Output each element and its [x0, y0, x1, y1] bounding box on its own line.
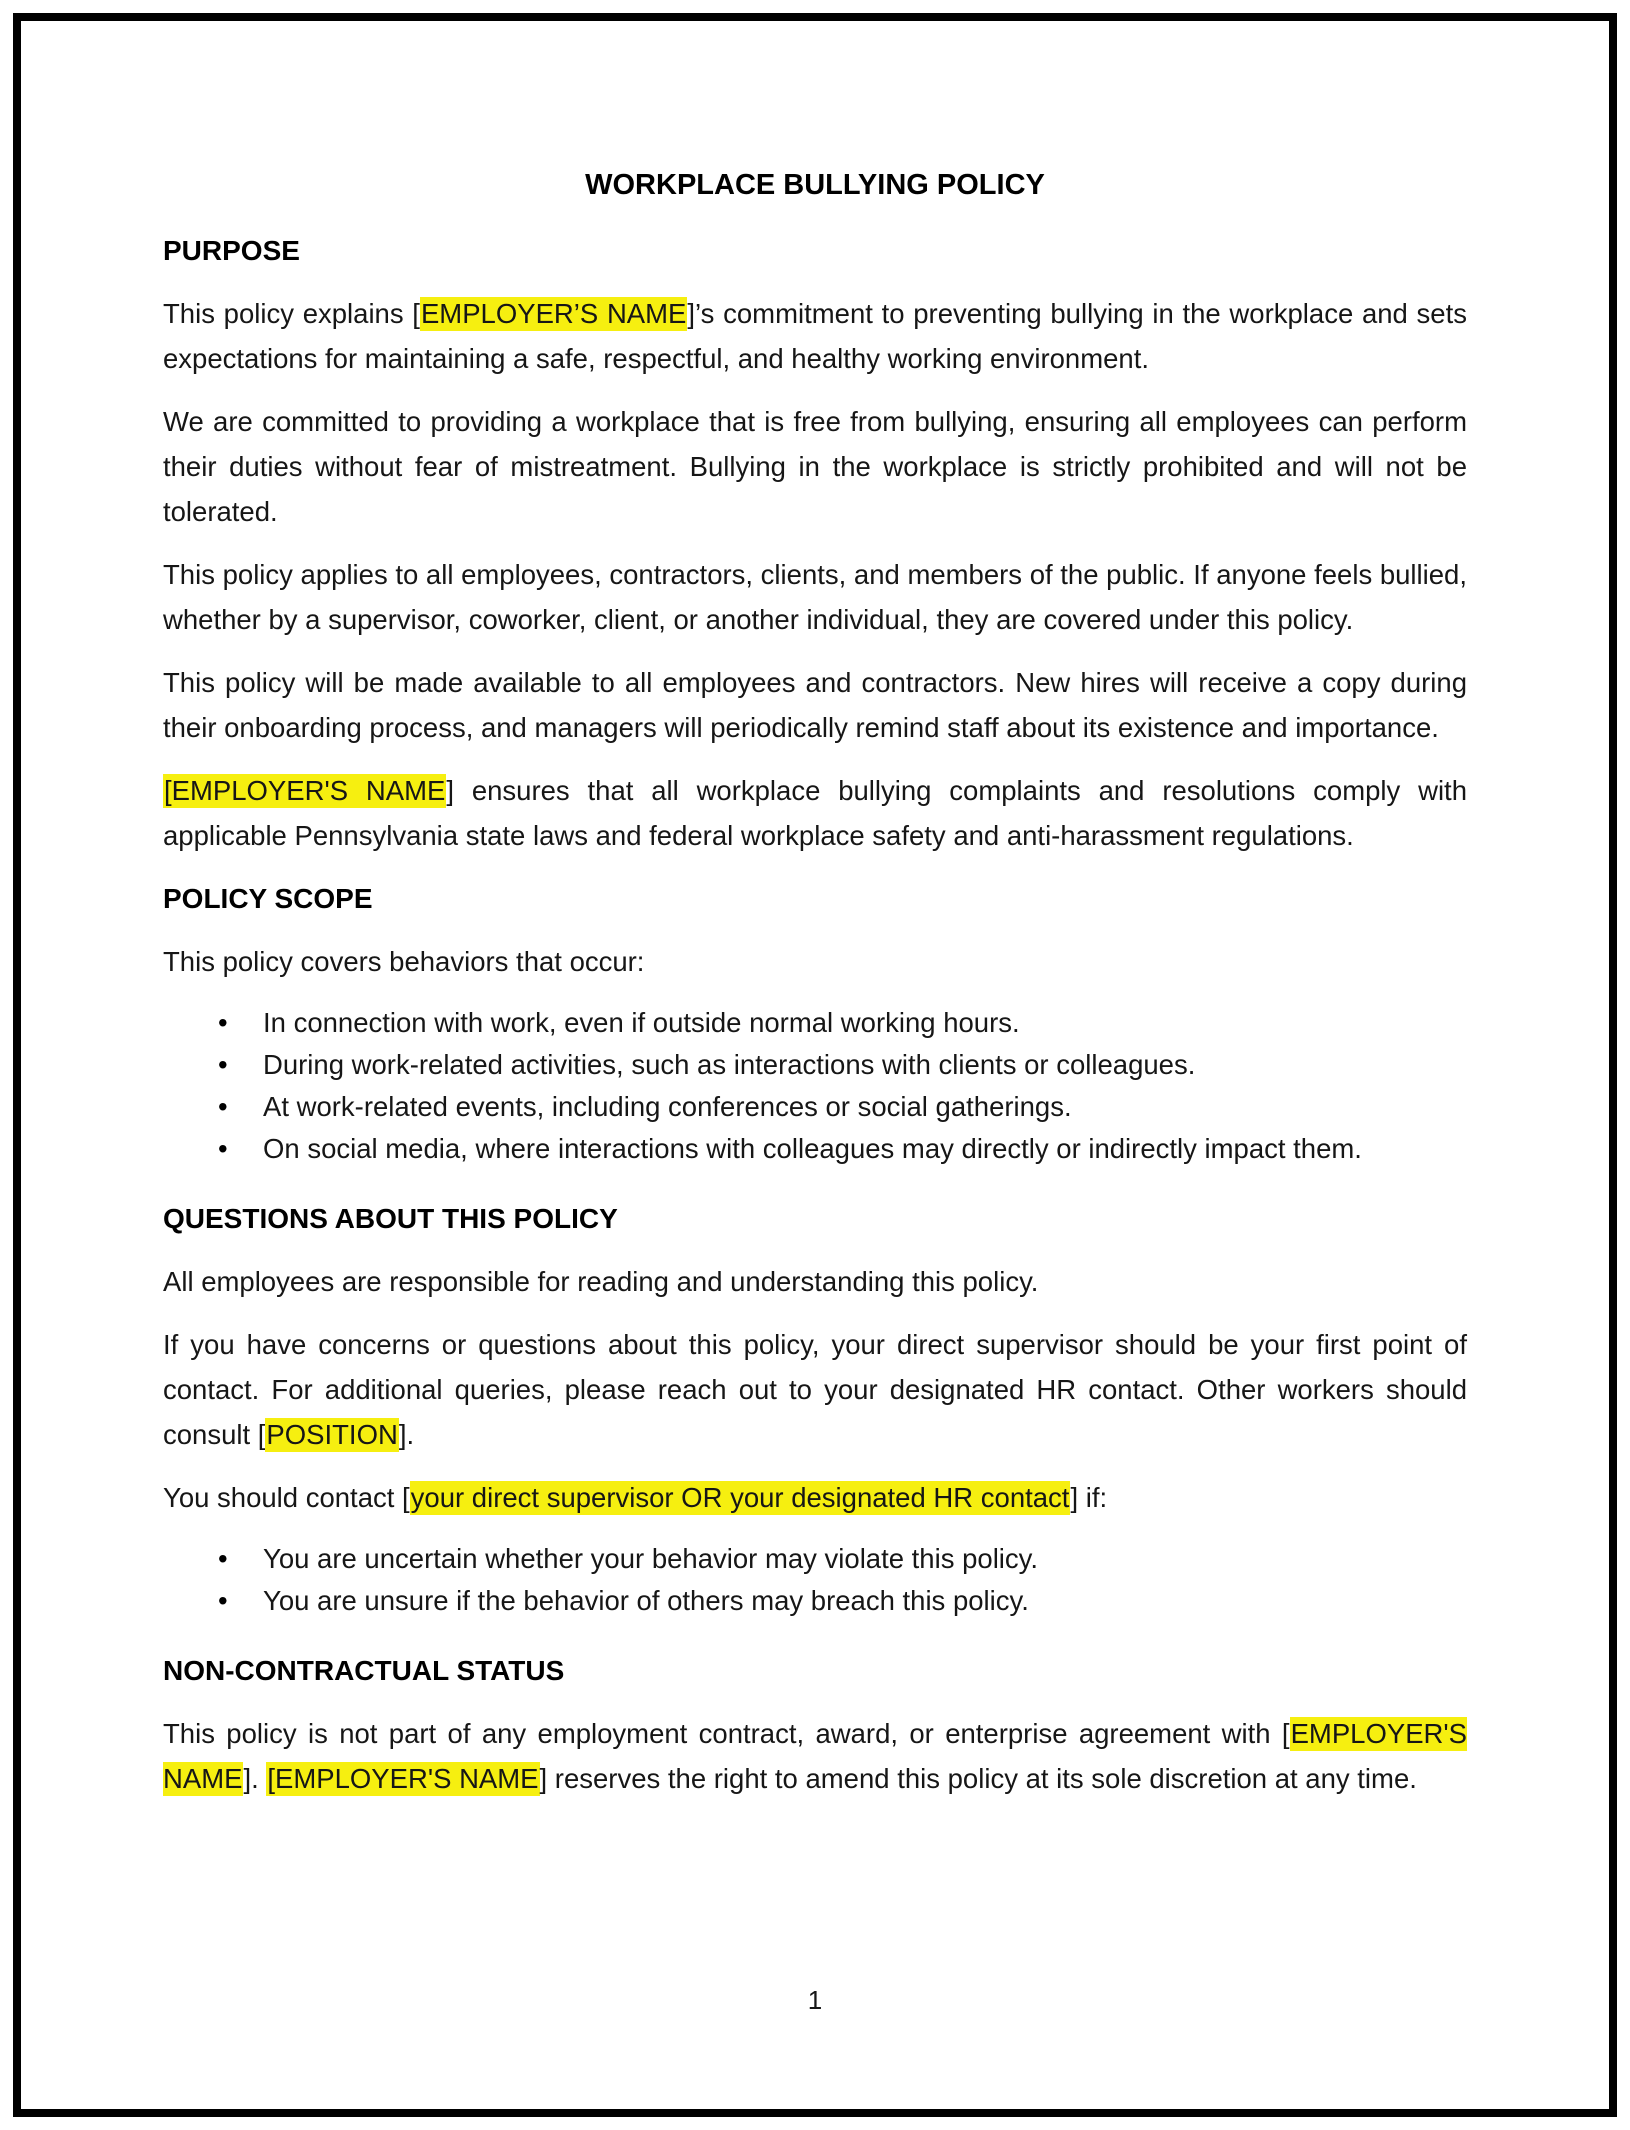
section-heading: POLICY SCOPE — [163, 883, 373, 914]
paragraph — [163, 1322, 1467, 1457]
text-run: ] if: — [1070, 1482, 1108, 1513]
text-run: This policy explains [ — [163, 298, 420, 329]
highlight-placeholder: EMPLOYER’S NAME — [420, 298, 687, 329]
bullet-list — [163, 1538, 1467, 1622]
list-item: • You are uncertain whether your behavior may violate this policy. — [163, 1538, 1467, 1580]
text-run: This policy applies to all employees, contractors, clients, and members of the public. If anyone feels bullied, whether by a supervisor, coworker, client, or another individual, they are covered under this policy. — [163, 559, 1467, 635]
paragraph — [163, 1475, 1467, 1520]
text-run: We are committed to providing a workplace that is free from bullying, ensuring all employees can perform their duties without fear of mistreatment. Bullying in the workplace is strictly prohibited and will not be tolerated. — [163, 406, 1467, 527]
paragraph — [163, 1711, 1467, 1801]
text-run: This policy is not part of any employment contract, award, or enterprise agreement with [ — [163, 1718, 1290, 1749]
text-run: This policy will be made available to all employees and contractors. New hires will receive a copy during their onboarding process, and managers will periodically remind staff about its existence and importance. — [163, 667, 1467, 743]
list-item: • You are unsure if the behavior of others may breach this policy. — [163, 1580, 1467, 1622]
text-run: This policy covers behaviors that occur: — [163, 946, 645, 977]
bullet-list — [163, 1002, 1467, 1170]
text-run: ]’s commitment to preventing bullying in the workplace and sets expectations for maintaining a safe, respectful, and healthy working environment. — [163, 298, 1467, 374]
text-run: ] ensures that all workplace bullying complaints and resolutions comply with applicable Pennsylvania state laws and federal workplace safety and anti-harassment regulations. — [163, 775, 1467, 851]
document-content — [163, 163, 1467, 1819]
section-heading: PURPOSE — [163, 235, 300, 266]
text-run: ]. — [243, 1763, 267, 1794]
document-title: WORKPLACE BULLYING POLICY — [585, 169, 1045, 201]
text-run: You should contact [ — [163, 1482, 410, 1513]
text-run: All employees are responsible for reading and understanding this policy. — [163, 1266, 1039, 1297]
text-run: If you have concerns or questions about this policy, your direct supervisor should be your first point of contact. For additional queries, please reach out to your designated HR contact. Other workers should consult [ — [163, 1329, 1467, 1450]
page-number: 1 — [807, 1985, 823, 2015]
highlight-placeholder: your direct supervisor OR your designated HR contact — [410, 1482, 1070, 1513]
document-blocks — [163, 228, 1467, 1801]
highlight-placeholder: [EMPLOYER'S NAME — [267, 1763, 539, 1794]
list-item: • On social media, where interactions with colleagues may directly or indirectly impact them. — [163, 1128, 1467, 1170]
highlight-placeholder: [EMPLOYER'S NAME — [164, 775, 446, 806]
paragraph — [163, 939, 1467, 984]
highlight-placeholder: EMPLOYER'S NAME — [163, 1718, 1467, 1794]
paragraph — [163, 768, 1467, 858]
list-item: • In connection with work, even if outside normal working hours. — [163, 1002, 1467, 1044]
paragraph — [163, 291, 1467, 381]
list-item: • At work-related events, including conferences or social gatherings. — [163, 1086, 1467, 1128]
section-heading: QUESTIONS ABOUT THIS POLICY — [163, 1203, 618, 1234]
text-run: ] reserves the right to amend this policy at its sole discretion at any time. — [539, 1763, 1417, 1794]
paragraph — [163, 660, 1467, 750]
highlight-placeholder: POSITION — [266, 1419, 398, 1450]
section-heading: NON-CONTRACTUAL STATUS — [163, 1655, 565, 1686]
paragraph — [163, 552, 1467, 642]
text-run: ]. — [398, 1419, 415, 1450]
paragraph — [163, 1259, 1467, 1304]
list-item: • During work-related activities, such as interactions with clients or colleagues. — [163, 1044, 1467, 1086]
paragraph — [163, 399, 1467, 534]
